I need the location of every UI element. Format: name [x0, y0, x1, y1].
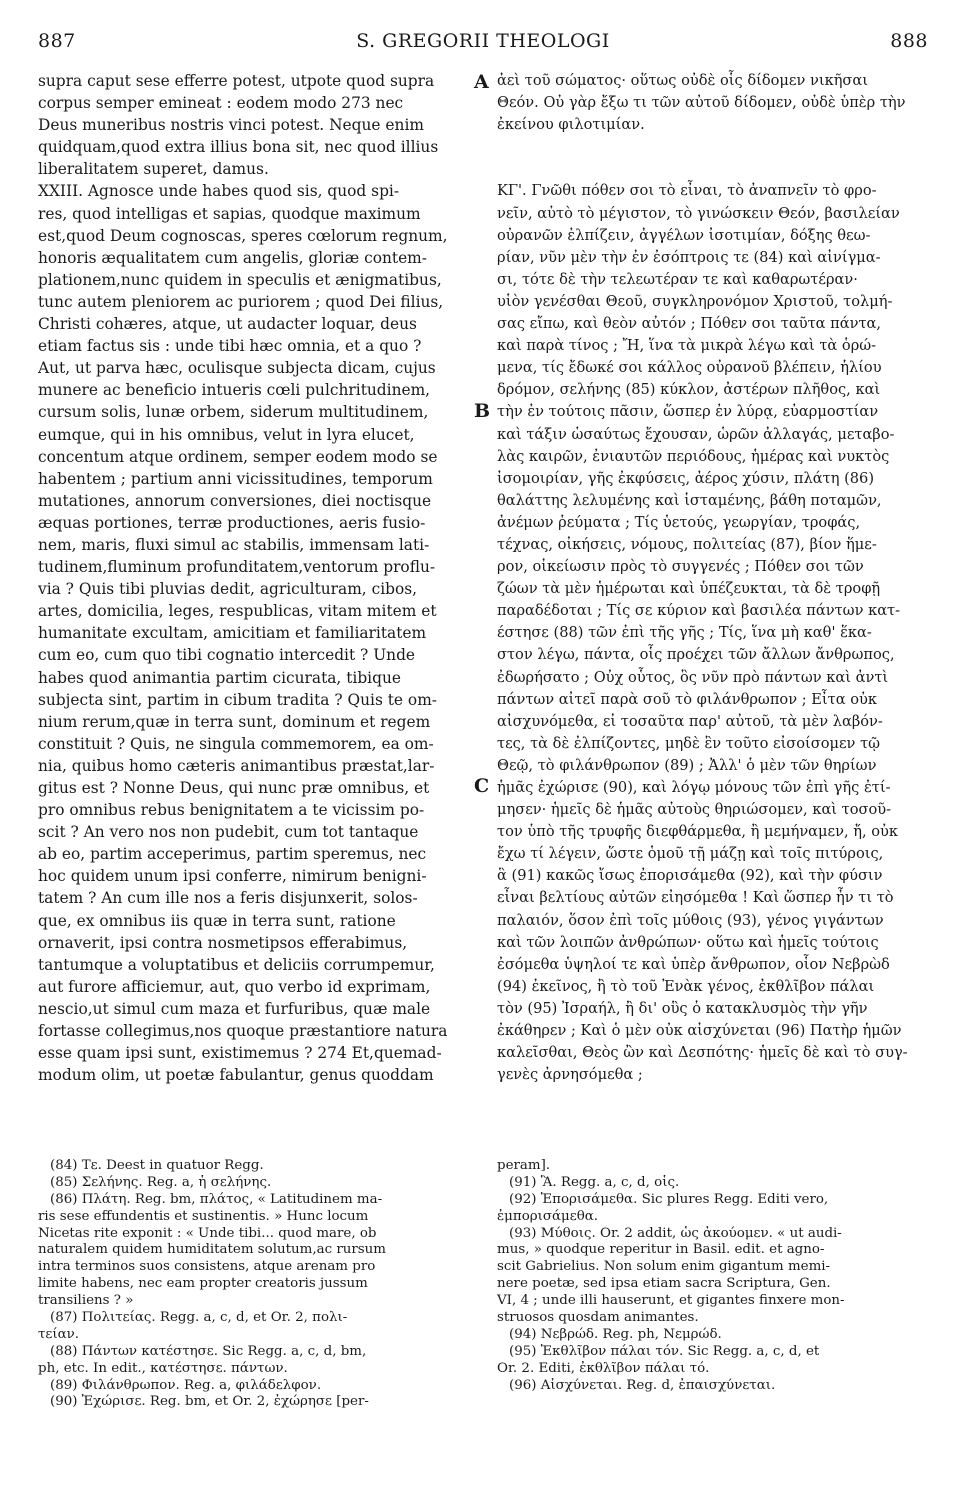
running-header — [38, 30, 928, 60]
text-line: Deus muneribus nostris vinci potest. Neque enim — [38, 116, 424, 135]
text-line: liberalitatem superet, damus. — [38, 160, 269, 179]
text-line: constituit ? Quis, ne singula commemorem, ea om- — [38, 734, 434, 753]
text-line: habes quod animantia partim cicurata, tibique — [38, 668, 401, 687]
footnote-line: (95) Ἐκθλῖβον πάλαι τόν. Sic Regg. a, c, d, et — [509, 1343, 820, 1359]
text-line: ἀεὶ τοῦ σώματος· οὕτως οὐδὲ οἷς δίδομεν νικῆσαι — [497, 72, 868, 89]
text-line: (94) ἐκεῖνος, ἢ τὸ τοῦ Ἐνὰκ γένος, ἐκθλῖβον πάλαι — [497, 977, 875, 995]
text-line: nium rerum,quæ in terra sunt, dominum et regem — [38, 712, 431, 731]
footnote-line: limite habens, nec eam propter creatoris jussum — [38, 1276, 368, 1292]
text-line: plationem,nunc quidem in speculis et ænigmatibus, — [38, 270, 442, 289]
text-line: μενα, τίς ἔδωκέ σοι κάλλος οὐρανοῦ βλέπειν, ἡλίου — [497, 359, 882, 377]
footnote-line: (85) Σελήνης. Reg. a, ἡ σελήνης. — [50, 1174, 272, 1190]
text-line: καὶ τάξιν ὡσαύτως ἔχουσαν, ὡρῶν ἀλλαγάς, μεταβο- — [497, 425, 895, 443]
footnote-line: τείαν. — [38, 1326, 80, 1342]
text-line: modum olim, ut poetæ fabulantur, genus quoddam — [38, 1066, 434, 1085]
margin-marker-a: A — [474, 71, 489, 93]
text-line: Θεῷ, τὸ φιλάνθρωπον (89) ; Ἀλλ' ὁ μὲν τῶν θηρίων — [497, 756, 877, 774]
text-line: ornaverit, ipsi contra nosmetipsos efferabimus, — [38, 933, 408, 952]
text-line: μησεν· ἡμεῖς δὲ ἡμᾶς αὐτοὺς θηριώσομεν, καὶ τοσοῦ- — [497, 801, 892, 819]
text-line: τέχνας, οἰκήσεις, νόμους, πολιτείας (87), βίον ἥμε- — [497, 535, 877, 553]
footnote-line: (90) Ἐχώρισε. Reg. bm, et Or. 2, ἐχώρησε [per- — [50, 1394, 369, 1410]
text-line — [497, 158, 929, 180]
text-line: θαλάττης λελυμένης καὶ ἱσταμένης, βάθη ποταμῶν, — [497, 491, 882, 509]
text-line: λὰς καιρῶν, ἐνιαυτῶν περιόδους, ἡμέρας καὶ νυκτὸς — [497, 447, 890, 465]
text-line: concentum atque ordinem, semper eodem modo se — [38, 447, 438, 466]
text-line: ΚΓ'. Γνῶθι πόθεν σοι τὸ εἶναι, τὸ ἀναπνεῖν τὸ φρο- — [497, 182, 877, 200]
footnote-line: (93) Μύθοις. Or. 2 addit, ὡς ἀκούομεν. « ut audi- — [509, 1225, 842, 1241]
footnote-line: ph, etc. In edit., κατέστησε. πάντων. — [38, 1360, 288, 1376]
text-line: παλαιόν, ὅσον ἐπὶ τοῖς μύθοις (93), γένος γιγάντων — [497, 911, 884, 929]
text-line: habentem ; partium anni vicissitudines, temporum — [38, 469, 433, 488]
text-line: Θεόν. Οὐ γὰρ ἔξω τι τῶν αὐτοῦ δίδομεν, οὐδὲ ὑπὲρ τὴν — [497, 94, 906, 112]
text-line: eumque, qui in his omnibus, velut in lyra elucet, — [38, 425, 415, 444]
text-line — [497, 136, 929, 158]
text-line: supra caput sese efferre potest, utpote quod supra — [38, 72, 435, 90]
footnote-line: naturalem quidem humiditatem solutum,ac rursum — [38, 1242, 386, 1258]
text-line: Christi cohæres, atque, ut audacter loquar, deus — [38, 315, 417, 334]
text-line: ἔχω τί λέγειν, ὥστε ὁμοῦ τῇ μάζῃ καὶ τοῖς πιτύροις, — [497, 845, 884, 863]
text-line: δρόμον, σελήνης (85) κύκλον, ἀστέρων πλῆθος, καὶ — [497, 381, 881, 399]
text-line: quidquam,quod extra illius bona sit, nec quod illius — [38, 138, 439, 157]
text-line: ἃ (91) κακῶς ἴσως ἐπορισάμεθα (92), καὶ τὴν φύσιν — [497, 867, 883, 885]
text-line: γενὲς ἀρνησόμεθα ; — [497, 1066, 643, 1084]
text-line: tudinem,fluminum profunditatem,ventorum proflu- — [38, 558, 436, 577]
footnote-line: scit Gabrielius. Non solum enim gigantum memi- — [497, 1259, 831, 1275]
text-line: αἰσχυνόμεθα, εἰ τοσαῦτα παρ' αὐτοῦ, τὰ μὲν λαβόν- — [497, 712, 883, 730]
footnote-line: (91) Ἃ. Regg. a, c, d, οἷς. — [509, 1174, 680, 1190]
text-line: scit ? An vero nos non pudebit, cum tot tantaque — [38, 823, 419, 842]
text-line: que, ex omnibus iis quæ in terra sunt, ratione — [38, 911, 396, 930]
text-line: καὶ παρὰ τίνος ; Ἤ, ἵνα τὰ μικρὰ λέγω καὶ τὰ ὁρώ- — [497, 337, 877, 355]
footnote-line: ris sese effundentis et sustinentis. » Hunc locum — [38, 1208, 369, 1224]
text-line: nescio,ut simul cum maza et furfuribus, quæ male — [38, 999, 431, 1018]
text-line: honoris æqualitatem cum angelis, gloriæ contem- — [38, 248, 427, 267]
text-line: subjecta sint, partim in cibum tradita ? Quis te om- — [38, 690, 437, 709]
text-line: καλεῖσθαι, Θεὸς ὢν καὶ Δεσπότης· ἡμεῖς δὲ καὶ τὸ συγ- — [497, 1044, 908, 1062]
text-line: τον ὑπὸ τῆς τρυφῆς διεφθάρμεθα, ἢ μεμήναμεν, ἤ, οὐκ — [497, 823, 899, 841]
text-line: Aut, ut parva hæc, oculisque subjecta dicam, cujus — [38, 359, 436, 378]
text-line: æquas portiones, terræ productiones, aeris fusio- — [38, 513, 426, 532]
text-line: munere ac beneficio intueris cœli pulchritudinem, — [38, 381, 431, 400]
text-line: fortasse collegimus,nos quoque præstantiore natura — [38, 1022, 448, 1041]
footnote-line: (87) Πολιτείας. Regg. a, c, d, et Or. 2, πολι- — [50, 1310, 348, 1326]
text-line: καὶ τῶν λοιπῶν ἀνθρώπων· οὕτω καὶ ἡμεῖς τούτοις — [497, 933, 879, 951]
text-line: νεῖν, αὐτὸ τὸ μέγιστον, τὸ γινώσκειν Θεόν, βασιλείαν — [497, 204, 900, 222]
text-line: corpus semper emineat : eodem modo 273 nec — [38, 94, 404, 113]
text-line: tantumque a voluptatibus et deliciis corrumpemur, — [38, 955, 435, 974]
text-line: nia, quibus homo cæteris animantibus præstat,lar- — [38, 756, 435, 775]
footnote-line: mus, » quodque reperitur in Basil. edit. et agno- — [497, 1242, 825, 1258]
text-line: ab eo, partim acceperimus, partim speremus, nec — [38, 845, 427, 864]
text-line: πάντων αἰτεῖ παρὰ σοῦ τὸ φιλάνθρωπον ; Εἶτα οὐκ — [497, 690, 878, 708]
text-line: tatem ? An cum ille nos a feris disjunxerit, solos- — [38, 889, 418, 908]
text-line: pro omnibus rebus benignitatem a te vicissim po- — [38, 801, 425, 820]
text-line: ρον, οἰκείωσιν πρὸς τὸ συγγενές ; Πόθεν σοι τῶν — [497, 558, 864, 576]
footnote-line: (92) Ἐπορισάμεθα. Sic plures Regg. Editi vero, — [509, 1191, 829, 1207]
text-line: τὴν ἐν τούτοις πᾶσιν, ὥσπερ ἐν λύρᾳ, εὐαρμοστίαν — [497, 403, 879, 421]
text-line: ἰσομοιρίαν, γῆς ἐκφύσεις, ἀέρος χύσιν, πλάτη (86) — [497, 469, 875, 487]
text-line: υἱὸν γενέσθαι Θεοῦ, συγκληρονόμον Χριστοῦ, τολμή- — [497, 292, 893, 310]
text-line: esse quam ipsi sunt, existimemus ? 274 Et,quemad- — [38, 1044, 442, 1063]
text-line: ἐσόμεθα ὑψηλοί τε καὶ ὑπὲρ ἄνθρωπον, οἷον Νεβρὼδ — [497, 955, 890, 973]
text-line: οὐρανῶν ἐλπίζειν, ἀγγέλων ἰσοτιμίαν, δόξης θεω- — [497, 226, 871, 244]
text-line: τὸν (95) Ἰσραήλ, ἢ δι' οὓς ὁ κατακλυσμὸς τὴν γῆν — [497, 999, 868, 1017]
footnote-line: peram]. — [497, 1158, 551, 1173]
footnote-line: transiliens ? » — [38, 1293, 134, 1309]
text-line: gitus est ? Nonne Deus, qui nunc præ omnibus, et — [38, 779, 430, 797]
margin-marker-b: B — [474, 400, 491, 422]
footnote-line: (86) Πλάτη. Reg. bm, πλάτος, « Latitudinem ma- — [50, 1191, 383, 1207]
footnotes-left — [38, 1158, 470, 1411]
footnote-line: (89) Φιλάνθρωπον. Reg. a, φιλάδελφον. — [50, 1377, 322, 1393]
text-line: nem, maris, fluxi simul ac stabilis, immensam lati- — [38, 535, 430, 554]
footnote-line: (94) Νεβρώδ. Reg. ph, Νεμρώδ. — [509, 1326, 722, 1342]
text-line: tunc autem pleniorem ac puriorem ; quod Dei filius, — [38, 292, 444, 311]
text-line: ἐδωρήσατο ; Οὐχ οὗτος, ὃς νῦν πρὸ πάντων καὶ ἀντὶ — [497, 668, 889, 686]
footnotes-right — [497, 1158, 929, 1394]
text-line: humanitate excultam, amicitiam et familiaritatem — [38, 624, 427, 643]
running-title: S. GREGORII THEOLOGI — [356, 30, 610, 52]
text-line: mutationes, annorum conversiones, diei noctisque — [38, 491, 432, 510]
text-line: ζώων τὰ μὲν ἡμέρωται καὶ ὑπέζευκται, τὰ δὲ τροφῇ — [497, 580, 881, 598]
text-line: εἶναι βελτίους αὐτῶν εἰησόμεθα ! Καὶ ὥσπερ ἦν τι τὸ — [497, 889, 894, 907]
page-number-right: 888 — [890, 30, 928, 52]
text-line: via ? Quis tibi pluvias dedit, agriculturam, cibos, — [38, 580, 418, 599]
footnote-line: nere poetæ, sed ipsa etiam sacra Scriptura, Gen. — [497, 1276, 831, 1292]
text-line: XXIII. Agnosce unde habes quod sis, quod spi- — [38, 182, 400, 201]
text-line: artes, domicilia, leges, respublicas, vitam mitem et — [38, 602, 437, 621]
text-line: παραδέδοται ; Τίς σε κύριον καὶ βασιλέα πάντων κατ- — [497, 602, 901, 620]
text-line: ρίαν, νῦν μὲν τὴν ἐν ἐσόπτροις τε (84) καὶ αἰνίγμα- — [497, 248, 881, 266]
text-line: res, quod intelligas et sapias, quodque maximum — [38, 204, 421, 223]
text-line: ἐκάθηρεν ; Καὶ ὁ μὲν οὐκ αἰσχύνεται (96) Πατὴρ ἡμῶν — [497, 1022, 902, 1040]
footnote-line: struosos quosdam animantes. — [497, 1310, 699, 1326]
text-line: ἀνέμων ῥεύματα ; Τίς ὑετούς, γεωργίαν, τροφάς, — [497, 513, 861, 531]
text-line: σας εἴπω, καὶ θεὸν αὐτόν ; Πόθεν σοι ταῦτα πάντα, — [497, 315, 882, 333]
text-line: hoc quidem unum ipsi conferre, nimirum benigni- — [38, 867, 427, 886]
footnote-line: (96) Αἰσχύνεται. Reg. d, ἐπαισχύνεται. — [509, 1377, 776, 1393]
footnote-line: Nicetas rite exponit : « Unde tibi... quod mare, ob — [38, 1225, 377, 1241]
text-line: έστησε (88) τῶν ἐπὶ τῆς γῆς ; Τίς, ἵνα μὴ καθ' ἕκα- — [497, 624, 872, 642]
text-line: στον λέγω, πάντα, οἷς προέχει τῶν ἄλλων ἄνθρωπος, — [497, 646, 895, 664]
text-line: τες, τὰ δὲ ἐλπίζοντες, μηδὲ ἓν τοῦτο εἰσοίσομεν τῷ — [497, 734, 881, 752]
footnote-line: (88) Πάντων κατέστησε. Sic Regg. a, c, d, bm, — [50, 1343, 367, 1359]
text-line: est,quod Deum cognoscas, speres cœlorum regnum, — [38, 226, 448, 245]
text-line: ἡμᾶς ἐχώρισε (90), καὶ λόγῳ μόνους τῶν ἐπὶ γῆς ἐτί- — [497, 779, 891, 796]
text-line: etiam factus sis : unde tibi hæc omnia, et a quo ? — [38, 337, 422, 356]
margin-marker-c: C — [474, 775, 490, 797]
footnote-line: Or. 2. Editi, ἐκθλῖβον πάλαι τό. — [497, 1360, 710, 1376]
page-number-left: 887 — [38, 30, 76, 52]
text-line: σι, τότε δὲ τὴν τελεωτέραν τε καὶ καθαρωτέραν· — [497, 270, 858, 288]
text-line: cursum solis, lunæ orbem, siderum multitudinem, — [38, 403, 429, 422]
latin-column — [38, 70, 470, 1086]
text-line: cum eo, cum quo tibi cognatio intercedit ? Unde — [38, 646, 416, 665]
footnote-line: VI, 4 ; unde illi hauserunt, et gigantes finxere mon- — [497, 1293, 845, 1309]
footnote-line: (84) Τε. Deest in quatuor Regg. — [50, 1158, 264, 1173]
greek-column — [497, 70, 929, 1086]
footnote-line: intra terminos suos consistens, atque arenam pro — [38, 1259, 376, 1275]
text-line: aut furore afficiemur, aut, quo verbo id exprimam, — [38, 977, 431, 996]
footnote-line: ἐμπορισάμεθα. — [497, 1208, 599, 1224]
text-line: ἐκείνου φιλοτιμίαν. — [497, 116, 645, 134]
